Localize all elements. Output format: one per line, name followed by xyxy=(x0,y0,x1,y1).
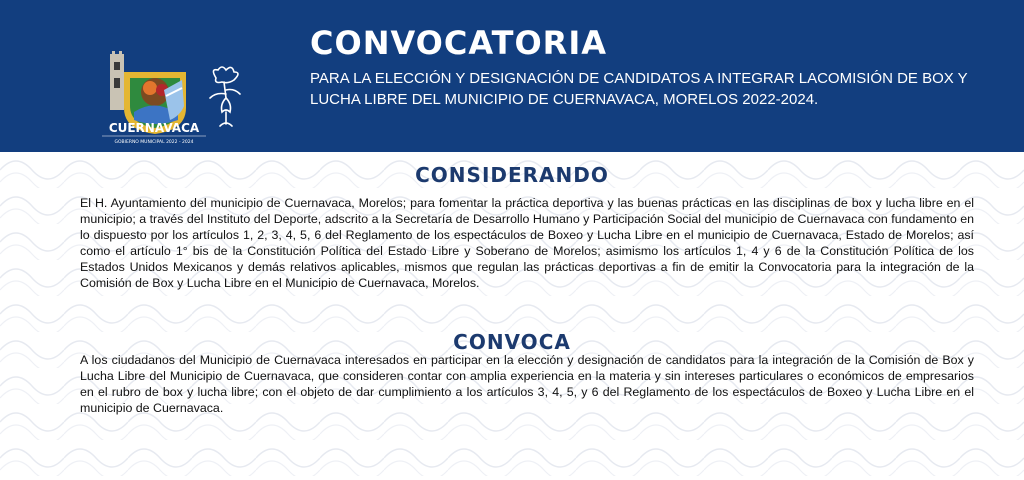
page-title: CONVOCATORIA xyxy=(310,24,607,62)
convoca-paragraph: A los ciudadanos del Municipio de Cuernavaca interesados en participar en la elección y designación de candidatos para la integración de la Comisión de Box y Lucha Libre del Municipio de Cuernavaca, que consideren contar con amplia experiencia en la materia y sin intereses particulares o económicos de empresarios en el rubro de box y lucha libre; con el objeto de dar cumplimiento a los artículos 3, 4, 5, y 6 del Reglamento de los espectáculos de Boxeo y Lucha Libre en el municipio de Cuernavaca. xyxy=(80,353,974,415)
cuernavaca-emblem-icon xyxy=(100,50,208,146)
considerando-paragraph: El H. Ayuntamiento del municipio de Cuernavaca, Morelos; para fomentar la práctica deportiva y las buenas prácticas en las disciplinas de box y lucha libre en el municipio; a través del Instituto del Deporte, adscrito a la Secretaría de Desarrollo Humano y Participación Social del municipio de Cuernavaca con fundamento en lo dispuesto por los artículos 1, 2, 3, 4, 5, 6 del Reglamento de los espectáculos de Boxeo y Lucha Libre en el municipio de Cuernavaca, Estado de Morelos; así como el artículo 1° bis de la Constitución Política del Estado Libre y Soberano de Morelos; asimismo los artículos 1, 4 y 6 de la Constitución Política de los Estados Unidos Mexicanos y demás relativos aplicables, mismos que regulan las prácticas deportivas a fin de emitir la Convocatoria para la integración de la Comisión de Box y Lucha Libre en el Municipio de Cuernavaca, Morelos. xyxy=(80,196,974,290)
flower-icon xyxy=(202,64,248,130)
page-subtitle: PARA LA ELECCIÓN Y DESIGNACIÓN DE CANDIDATOS A INTEGRAR LACOMISIÓN DE BOX Y LUCHA LIBRE DEL MUNICIPIO DE CUERNAVACA, MORELOS 2022-2024. xyxy=(310,70,968,108)
emblem-title: CUERNAVACA xyxy=(108,121,200,135)
header-banner xyxy=(0,0,1024,152)
emblem-subtitle: GOBIERNO MUNICIPAL 2022 - 2024 xyxy=(114,140,194,145)
convoca-heading: CONVOCA xyxy=(453,330,571,354)
considerando-heading: CONSIDERANDO xyxy=(415,163,609,187)
